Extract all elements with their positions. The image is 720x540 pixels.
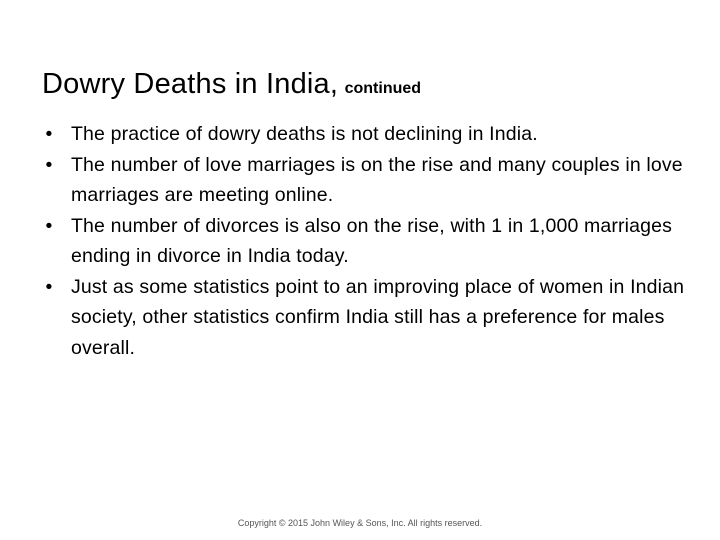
bullet-item xyxy=(42,150,692,211)
bullet-dot-icon: • xyxy=(45,214,53,237)
bullet-item xyxy=(42,119,692,150)
bullet-text: The number of divorces is also on the rise, with 1 in 1,000 marriages ending in divorce in India today. xyxy=(71,214,673,267)
slide-title xyxy=(42,64,421,109)
bullet-item xyxy=(42,272,692,364)
title-text: Dowry Deaths in India, xyxy=(42,68,339,100)
bullet-dot-icon: • xyxy=(45,275,53,298)
bullet-dot-icon: • xyxy=(45,153,53,176)
bullet-dot-icon: • xyxy=(45,123,53,145)
title-continued-label: continued xyxy=(344,80,422,97)
bullet-item xyxy=(42,211,692,272)
copyright-footer: Copyright © 2015 John Wiley & Sons, Inc. All rights reserved. xyxy=(237,518,483,528)
bullet-text: The number of love marriages is on the rise and many couples in love marriages are meeting online. xyxy=(71,153,683,206)
bullet-list xyxy=(42,119,692,363)
bullet-text: The practice of dowry deaths is not declining in India. xyxy=(71,123,538,145)
bullet-text: Just as some statistics point to an improving place of women in Indian society, other statistics confirm India still has a preference for males overall. xyxy=(71,275,685,359)
